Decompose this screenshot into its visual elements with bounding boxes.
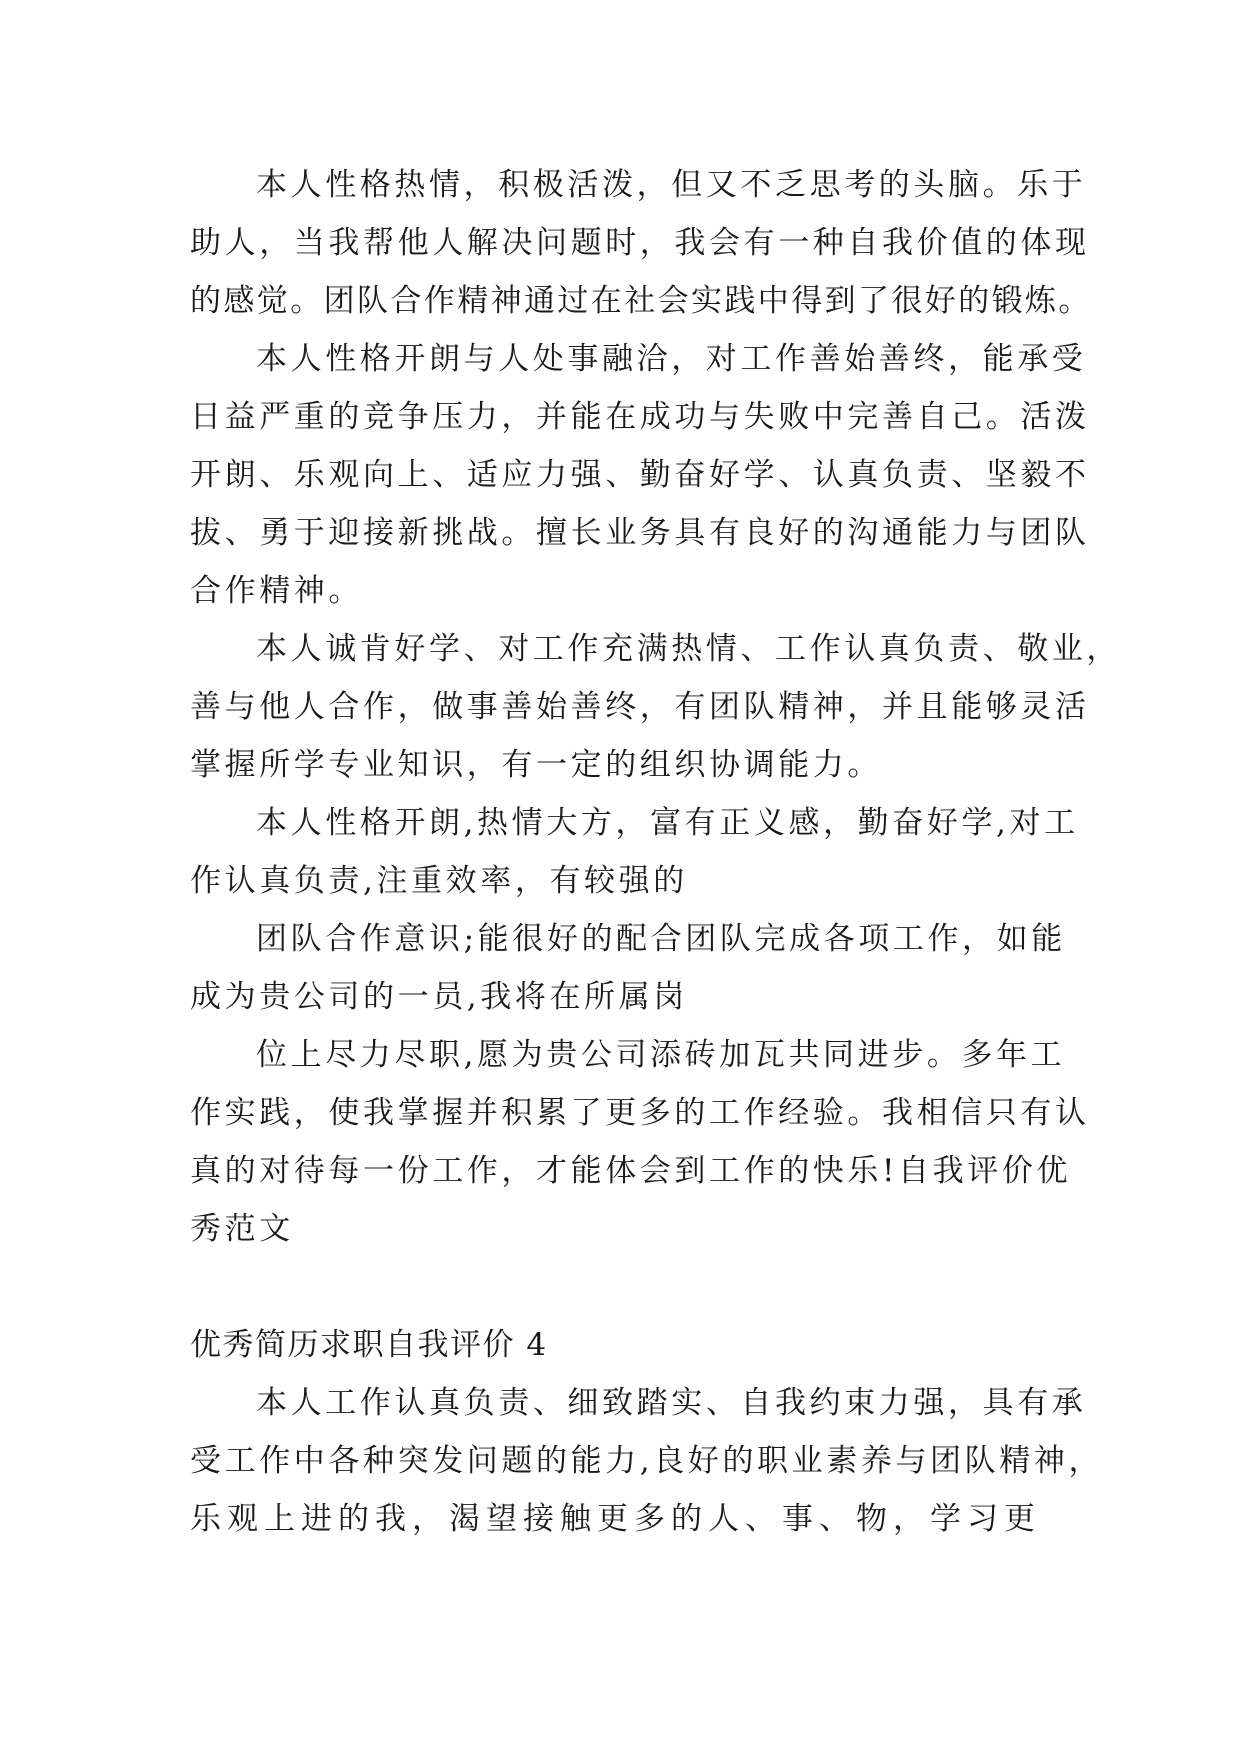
paragraph-3-line-2: 善与他人合作，做事善始善终，有团队精神，并且能够灵活 [190,689,1090,725]
final-paragraph-line-3: 乐观上进的我，渴望接触更多的人、事、物，学习更 [190,1501,1041,1537]
paragraph-4-line-1: 本人性格开朗,热情大方，富有正义感，勤奋好学,对工 [256,805,1079,841]
paragraph-2-line-3: 开朗、乐观向上、适应力强、勤奋好学、认真负责、坚毅不 [190,457,1090,493]
paragraph-6-line-1: 位上尽力尽职,愿为贵公司添砖加瓦共同进步。多年工 [256,1037,1066,1073]
paragraph-1-line-1: 本人性格热情，积极活泼，但又不乏思考的头脑。乐于 [256,167,1087,203]
paragraph-2-line-5: 合作精神。 [190,573,363,609]
paragraph-5-line-2: 成为贵公司的一员,我将在所属岗 [190,979,688,1015]
paragraph-6-line-2: 作实践，使我掌握并积累了更多的工作经验。我相信只有认 [190,1095,1090,1131]
paragraph-2-line-1: 本人性格开朗与人处事融洽，对工作善始善终，能承受 [256,341,1087,377]
paragraph-1-line-3: 的感觉。团队合作精神通过在社会实践中得到了很好的锻炼。 [190,283,1092,319]
paragraph-6-line-4: 秀范文 [190,1211,294,1247]
paragraph-4-line-2: 作认真负责,注重效率，有较强的 [190,863,688,899]
paragraph-3-line-1: 本人诚肯好学、对工作充满热情、工作认真负责、敬业， [256,631,1121,667]
paragraph-6-line-3: 真的对待每一份工作，才能体会到工作的快乐!自我评价优 [190,1153,1072,1189]
paragraph-5-line-1: 团队合作意识;能很好的配合团队完成各项工作，如能 [256,921,1066,957]
final-paragraph-line-2: 受工作中各种突发问题的能力,良好的职业素养与团队精神， [190,1443,1104,1479]
paragraph-1-line-2: 助人，当我帮他人解决问题时，我会有一种自我价值的体现 [190,225,1090,261]
section-heading: 优秀简历求职自我评价 4 [190,1327,548,1363]
final-paragraph-line-1: 本人工作认真负责、细致踏实、自我约束力强，具有承 [256,1385,1087,1421]
paragraph-3-line-3: 掌握所学专业知识，有一定的组织协调能力。 [190,747,882,783]
paragraph-2-line-4: 拔、勇于迎接新挑战。擅长业务具有良好的沟通能力与团队 [190,515,1090,551]
paragraph-2-line-2: 日益严重的竞争压力，并能在成功与失败中完善自己。活泼 [190,399,1090,435]
